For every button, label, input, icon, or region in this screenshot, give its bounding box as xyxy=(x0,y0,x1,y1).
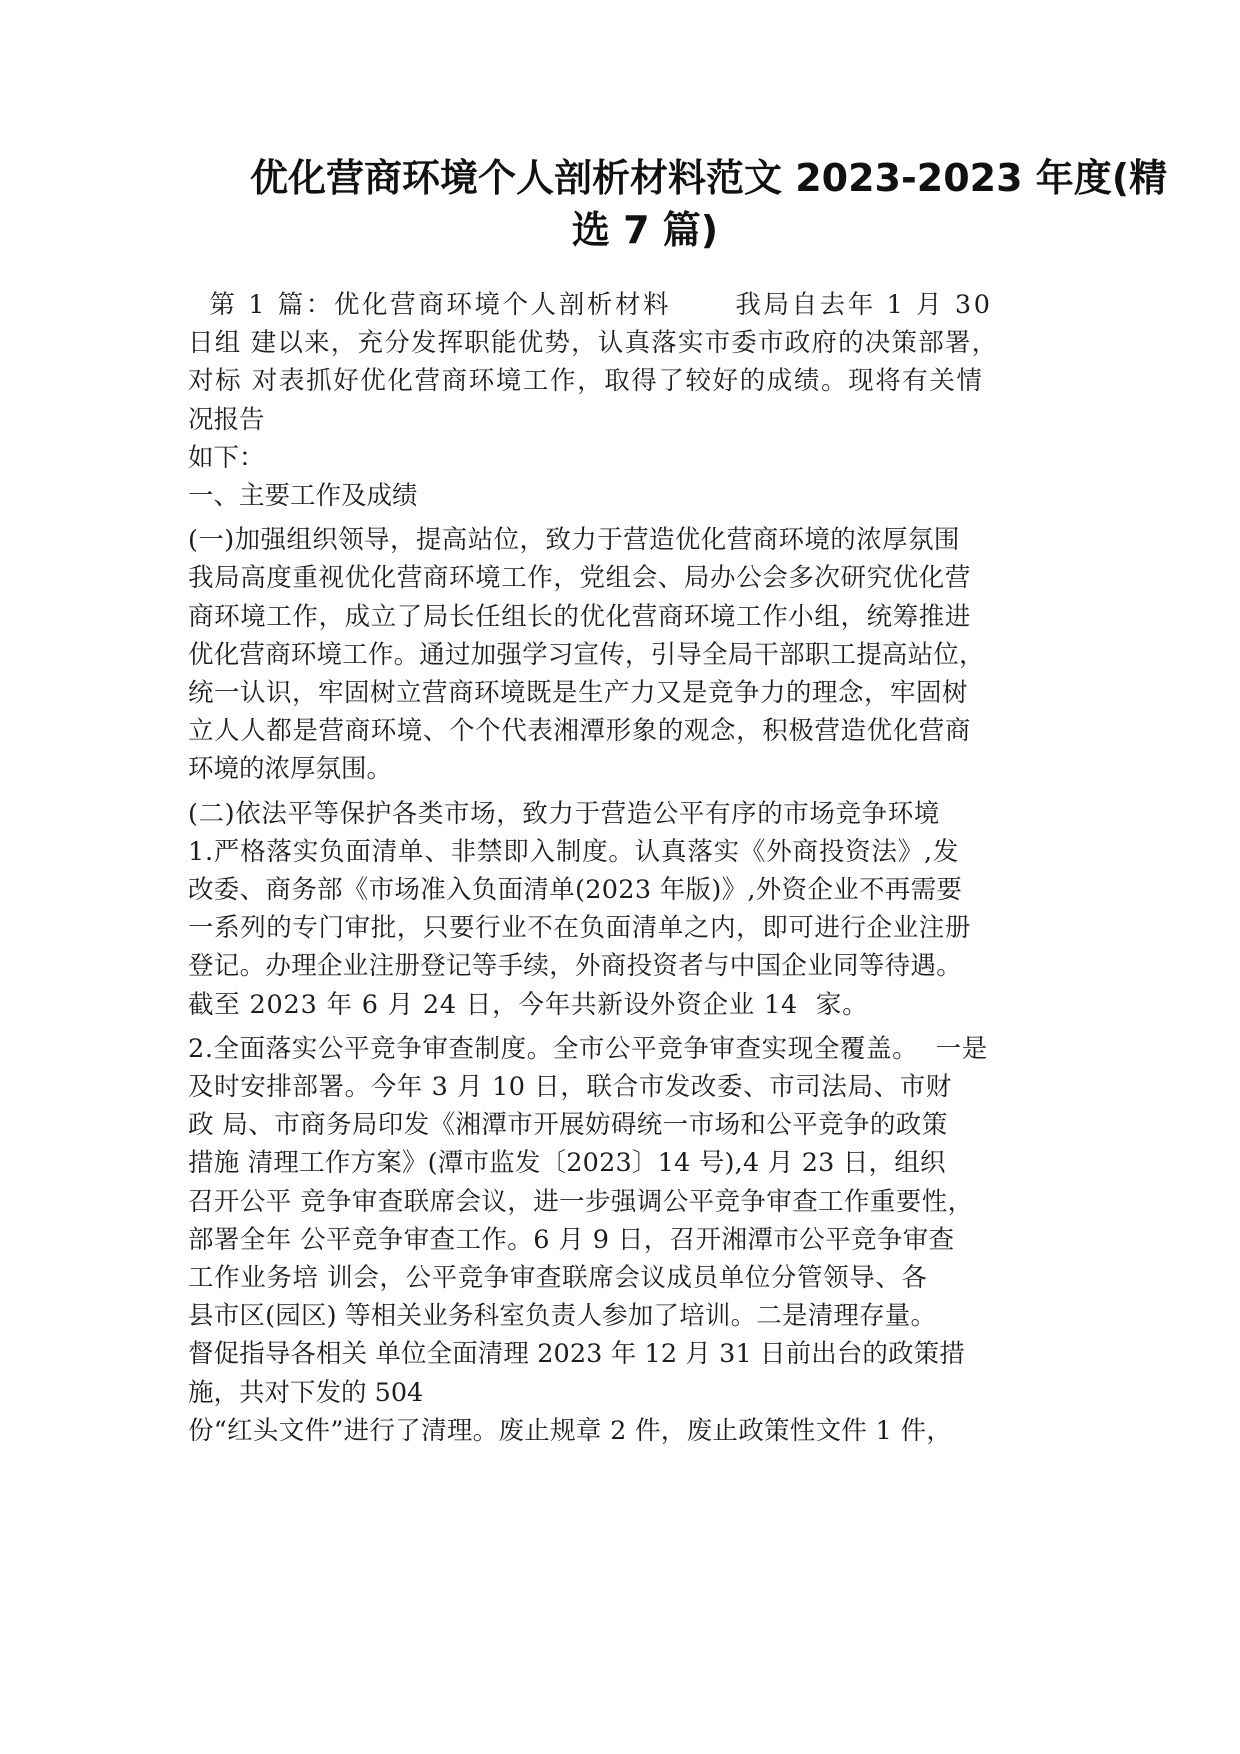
text-line: 政 局、市商务局印发《湘潭市开展妨碍统一市场和公平竞争的政策 xyxy=(188,1110,948,1141)
text-line: 措施 清理工作方案》(潭市监发〔2023〕14 号),4 月 23 日，组织 xyxy=(188,1148,946,1179)
text-line: 如下： xyxy=(188,442,265,473)
text-line: 截至 2023 年 6 月 24 日，今年共新设外资企业 14 家。 xyxy=(188,989,869,1020)
paragraph-rubu xyxy=(188,439,1068,477)
text-line: 县市区(园区) 等相关业务科室负责人参加了培训。二是清理存量。 xyxy=(188,1301,937,1332)
text-line: 日组 建以来，充分发挥职能优势，认真落实市委市政府的决策部署， xyxy=(188,328,999,359)
text-line: 1.严格落实负面清单、非禁即入制度。认真落实《外商投资法》,发 xyxy=(188,836,960,867)
text-line: 登记。办理企业注册登记等手续，外商投资者与中国企业同等待遇。 xyxy=(188,951,963,982)
text-line: 对标 对表抓好优化营商环境工作，取得了较好的成绩。现将有关情 xyxy=(188,366,984,397)
paragraph-organization xyxy=(188,521,1068,788)
text-line: (一)加强组织领导，提高站位，致力于营造优化营商环境的浓厚氛围 xyxy=(188,525,960,556)
text-line: (二)依法平等保护各类市场，致力于营造公平有序的市场竞争环境 xyxy=(188,798,940,829)
section-heading xyxy=(188,477,1068,515)
text-line: 份“红头文件”进行了清理。废止规章 2 件，废止政策性文件 1 件， xyxy=(188,1415,953,1446)
text-line: 及时安排部署。今年 3 月 10 日，联合市发改委、市司法局、市财 xyxy=(188,1072,952,1103)
text-line: 督促指导各相关 单位全面清理 2023 年 12 月 31 日前出台的政策措 xyxy=(188,1339,965,1370)
paragraph-competition-review xyxy=(188,1030,1068,1450)
text-line: 部署全年 公平竞争审查工作。6 月 9 日，召开湘潭市公平竞争审查 xyxy=(188,1224,955,1255)
text-line: 立人人都是营商环境、个个代表湘潭形象的观念，积极营造优化营商 xyxy=(188,716,972,747)
text-line: 一系列的专门审批，只要行业不在负面清单之内，即可进行企业注册 xyxy=(188,913,972,944)
text-line: 改委、商务部《市场准入负面清单(2023 年版)》,外资企业不再需要 xyxy=(188,875,963,906)
text-line: 2.全面落实公平竞争审查制度。全市公平竞争审查实现全覆盖。 一是 xyxy=(188,1033,988,1064)
title-line: 优化营商环境个人剖析材料范文 2023-2023 年度(精 xyxy=(250,156,1168,200)
text-line: 一、主要工作及成绩 xyxy=(188,481,418,512)
paragraph-fair-market xyxy=(188,795,1068,1024)
document-body xyxy=(188,286,1068,1450)
text-line: 统一认识，牢固树立营商环境既是生产力又是竞争力的理念，牢固树 xyxy=(188,678,969,709)
text-line: 况报告 xyxy=(188,404,265,435)
text-line: 召开公平 竞争审查联席会议，进一步强调公平竞争审查工作重要性， xyxy=(188,1186,974,1217)
document-title xyxy=(250,152,1168,256)
text-line: 第 1 篇：优化营商环境个人剖析材料 我局自去年 1 月 30 xyxy=(188,290,993,320)
text-line: 优化营商环境工作。通过加强学习宣传，引导全局干部职工提高站位， xyxy=(188,639,985,670)
text-line: 环境的浓厚氛围。 xyxy=(188,754,393,785)
title-line: 选 7 篇) xyxy=(571,208,719,252)
text-line: 我局高度重视优化营商环境工作，党组会、局办公会多次研究优化营 xyxy=(188,563,972,594)
text-line: 施，共对下发的 504 xyxy=(188,1377,424,1408)
text-line: 商环境工作，成立了局长任组长的优化营商环境工作小组，统筹推进 xyxy=(188,601,972,632)
paragraph-intro xyxy=(188,286,1068,439)
text-line: 工作业务培 训会，公平竞争审查联席会议成员单位分管领导、各 xyxy=(188,1263,928,1294)
